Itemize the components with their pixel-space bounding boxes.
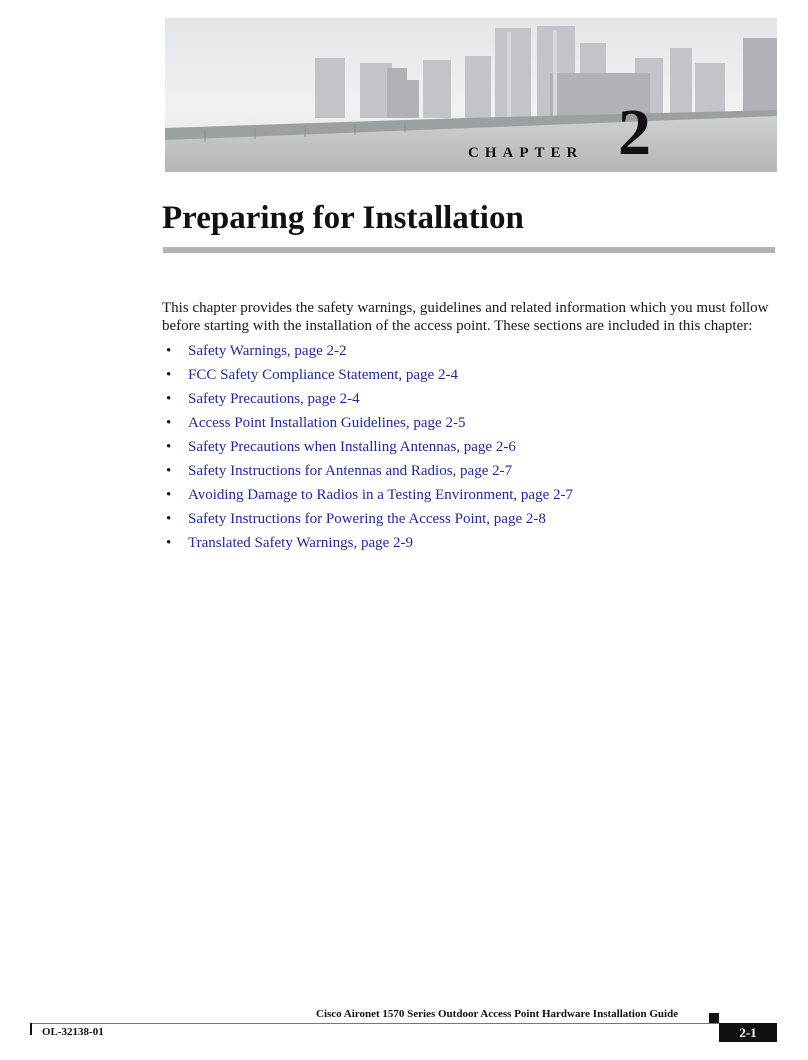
section-link[interactable]: Safety Instructions for Powering the Access Point, page 2-8: [188, 511, 546, 527]
page-number: 2-1: [719, 1023, 777, 1042]
section-link[interactable]: Safety Instructions for Antennas and Radios, page 2-7: [188, 463, 513, 479]
footer-divider: [30, 1023, 777, 1024]
chapter-title: Preparing for Installation: [162, 200, 524, 236]
bullet-icon: •: [166, 535, 172, 551]
bullet-icon: •: [166, 391, 172, 407]
bullet-icon: •: [166, 415, 172, 431]
section-link[interactable]: Safety Precautions when Installing Antennas, page 2-6: [188, 439, 516, 455]
bullet-icon: •: [166, 463, 172, 479]
chapter-number: 2: [618, 96, 651, 169]
section-link[interactable]: Avoiding Damage to Radios in a Testing Environment, page 2-7: [188, 487, 573, 503]
section-link[interactable]: Access Point Installation Guidelines, page 2-5: [188, 415, 466, 431]
section-link[interactable]: Safety Warnings, page 2-2: [188, 343, 347, 359]
title-divider: [163, 247, 775, 253]
chapter-label: CHAPTER: [468, 145, 584, 161]
section-link[interactable]: Safety Precautions, page 2-4: [188, 391, 360, 407]
intro-paragraph: This chapter provides the safety warnings, guidelines and related information which you must follow before starting with the installation of the access point. These sections are included in this chapter:: [162, 300, 769, 334]
document-number: OL-32138-01: [42, 1026, 104, 1038]
footer-marker-square: [709, 1013, 719, 1023]
bullet-icon: •: [166, 511, 172, 527]
footer-guide-title: Cisco Aironet 1570 Series Outdoor Access Point Hardware Installation Guide: [316, 1008, 679, 1020]
footer-margin-tick: [30, 1023, 32, 1035]
section-link[interactable]: Translated Safety Warnings, page 2-9: [188, 535, 413, 551]
bullet-icon: •: [166, 343, 172, 359]
bullet-icon: •: [166, 487, 172, 503]
bullet-icon: •: [166, 439, 172, 455]
section-link[interactable]: FCC Safety Compliance Statement, page 2-4: [188, 367, 458, 383]
bullet-icon: •: [166, 367, 172, 383]
